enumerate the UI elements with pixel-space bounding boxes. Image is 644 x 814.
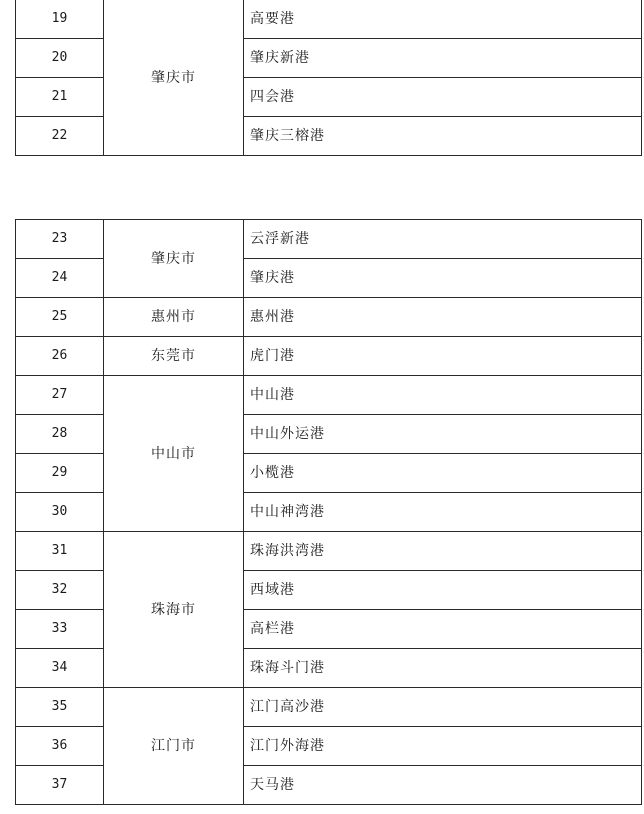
port-name: 中山港 [244,376,642,415]
port-name: 天马港 [244,766,642,805]
port-name: 云浮新港 [244,220,642,259]
row-number: 22 [16,117,104,156]
port-table-continued [15,0,642,156]
row-number: 23 [16,220,104,259]
port-name: 西域港 [244,571,642,610]
port-name: 江门外海港 [244,727,642,766]
city-cell: 珠海市 [104,532,244,688]
port-name: 四会港 [244,78,642,117]
row-number: 36 [16,727,104,766]
port-name: 江门高沙港 [244,688,642,727]
port-name: 小榄港 [244,454,642,493]
table-row [16,337,642,376]
row-number: 25 [16,298,104,337]
table-row [16,220,642,259]
table-row [16,532,642,571]
row-number: 29 [16,454,104,493]
row-number: 28 [16,415,104,454]
port-name: 中山神湾港 [244,493,642,532]
row-number: 19 [16,0,104,39]
port-name: 珠海洪湾港 [244,532,642,571]
port-name: 惠州港 [244,298,642,337]
table-row [16,688,642,727]
table-row [16,0,642,39]
port-name: 珠海斗门港 [244,649,642,688]
row-number: 27 [16,376,104,415]
row-number: 26 [16,337,104,376]
row-number: 20 [16,39,104,78]
port-name: 虎门港 [244,337,642,376]
city-cell: 肇庆市 [104,220,244,298]
row-number: 32 [16,571,104,610]
row-number: 21 [16,78,104,117]
port-name: 高栏港 [244,610,642,649]
row-number: 34 [16,649,104,688]
port-name: 肇庆港 [244,259,642,298]
port-table [15,219,642,805]
row-number: 31 [16,532,104,571]
port-name: 中山外运港 [244,415,642,454]
city-cell: 江门市 [104,688,244,805]
row-number: 35 [16,688,104,727]
row-number: 37 [16,766,104,805]
row-number: 33 [16,610,104,649]
city-cell: 中山市 [104,376,244,532]
row-number: 30 [16,493,104,532]
port-name: 肇庆三榕港 [244,117,642,156]
city-cell: 肇庆市 [104,0,244,156]
table-row [16,298,642,337]
port-name: 肇庆新港 [244,39,642,78]
table-row [16,376,642,415]
row-number: 24 [16,259,104,298]
city-cell: 惠州市 [104,298,244,337]
city-cell: 东莞市 [104,337,244,376]
port-name: 高要港 [244,0,642,39]
